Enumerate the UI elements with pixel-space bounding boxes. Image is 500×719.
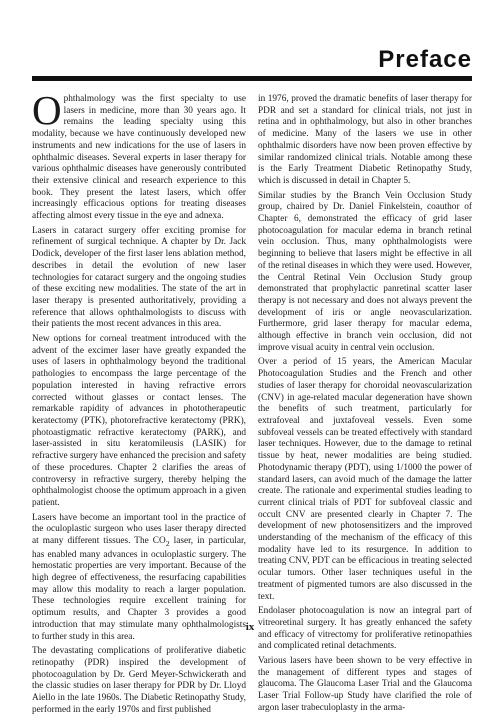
paragraph: Endolaser photocoagulation is now an integral part of vitreoretinal surgery. It has greatly enhanced the safety and efficacy of vitrectomy for proliferative retinopathies and complicated retinal detachments. — [258, 606, 472, 652]
paragraph: in 1976, proved the dramatic benefits of laser therapy for PDR and set a standard for clinical trials, not just in retina and in ophthalmology, but also in other branches of medicine. Many of the lasers we use in other ophthalmic disorders have now been proven effective by similar randomized clinical trials. Notable among these is the Early Treatment Diabetic Retinopathy Study, which is discussed in detail in Chapter 5. — [258, 94, 472, 186]
paragraph: The devastating complications of proliferative diabetic retinopathy (PDR) inspired the development of photocoagulation by Dr. Gerd Meyer-Schwickerath and the classic studies on laser therapy for PDR by Dr. Lloyd Aiello in the late 1960s. The Diabetic Retinopathy Study, performed in the early 1970s and first published — [32, 646, 246, 715]
paragraph — [32, 87, 246, 223]
paragraph-text: laser, in particular, has enabled many advances in oculoplastic surgery. The hemostatic properties are very important. Because of the high degree of effectiveness, the resurfacing capabilities may allow this modality to reach a larger population. These technologies require excellent training for optimum results, and Chapter 3 provides a good introduction that may stimulate many ophthalmologists to further study in this area. — [32, 536, 247, 642]
paragraph: New options for corneal treatment introduced with the advent of the excimer laser have greatly expanded the uses of lasers in ophthalmology beyond the traditional pathologies to encompass the large percentage of the population interested in having refractive errors corrected without glasses or contact lenses. The remarkable rapidity of advances in phototherapeutic keratectomy (PTK), photorefractive keratectomy (PRK), photoastigmatic refractive keratectomy (PARK), and laser-assisted in situ keratomileusis (LASIK) for refractive surgery have enhanced the precision and safety of these procedures. Chapter 2 clarifies the areas of controversy in refractive surgery, thereby helping the ophthalmologist choose the optimum approach in a given patient. — [32, 334, 246, 508]
title-rule — [32, 76, 472, 81]
paragraph-text: Lasers have become an important tool in the practice of the oculoplastic surgeon who uses laser therapy directed at many different tissues. The CO — [32, 512, 246, 547]
title-bar — [32, 48, 472, 72]
paragraph: Lasers in cataract surgery offer exciting promise for refinement of surgical technique. A chapter by Dr. Jack Dodick, developer of the first laser lens ablation method, describes in detail the evolution of new laser technologies for cataract surgery and the ongoing studies of these exciting new modalities. The state of the art in laser therapy is presented authoritatively, providing a reference that allows ophthalmologists to discuss with their patients the most recent advances in this area. — [32, 225, 246, 330]
paragraph: Over a period of 15 years, the American Macular Photocoagulation Studies and the French and other studies of laser therapy for choroidal neovascularization (CNV) in age-related macular degeneration have shown the benefits of such treatment, particularly for extrafoveal and juxtafoveal vessels. Even some subfoveal vessels can be treated effectively with standard laser techniques. However, due to the damage to retinal tissue by heat, newer modalities are being studied. Photodynamic therapy (PDT), using 1/1000 the power of standard lasers, can avoid much of the damage the latter create. The rationale and experimental studies leading to current clinical trials of PDT for subfoveal classic and occult CNV are presented clearly in Chapter 7. The development of new photosensitizers and the improved understanding of the mechanism of the efficacy of this modality have led to its resurgence. In addition to treating CNV, PDT can be efficacious in treating selected ocular tumors. Other laser techniques useful in the treatment of pigmented tumors are also discussed in the text. — [258, 357, 472, 602]
page-title: Preface — [378, 46, 472, 73]
paragraph-text: phthalmology was the first specialty to use lasers in medicine, more than 30 years ago. It remains the leading specialty using this modality, because we have continuously developed new instruments and new indications for the use of lasers in ophthalmic diseases. Several experts in laser therapy for various ophthalmic diseases have generously contributed their extensive clinical and research experience to this book. They present the latest lasers, which offer increasingly efficacious options for treating diseases affecting almost every tissue in the eye and adnexa. — [32, 94, 246, 222]
paragraph: Similar studies by the Branch Vein Occlusion Study group, chaired by Dr. Daniel Finkelstein, coauthor of Chapter 6, demonstrated the efficacy of grid laser photocoagulation for macular edema in branch retinal vein occlusion. Thus, many ophthalmologists were beginning to believe that lasers might be effective in all of the retinal diseases in which they were used. However, the Central Retinal Vein Occlusion Study group demonstrated that prophylactic panretinal scatter laser therapy is not necessary and does not always prevent the development of iris or angle neovascularization. Furthermore, grid laser therapy for macular edema, although effective in branch vein occlusion, did not improve visual acuity in central vein occlusion. — [258, 190, 472, 353]
subscript: 2 — [165, 538, 170, 548]
drop-cap: O — [32, 87, 62, 133]
paragraph: Various lasers have been shown to be very effective in the management of different types and stages of glaucoma. The Glaucoma Laser Trial and the Glaucoma Laser Trial Follow-up Study have clarified the role of argon laser trabeculoplasty in the arma- — [258, 656, 472, 713]
page-number: ix — [245, 621, 255, 633]
